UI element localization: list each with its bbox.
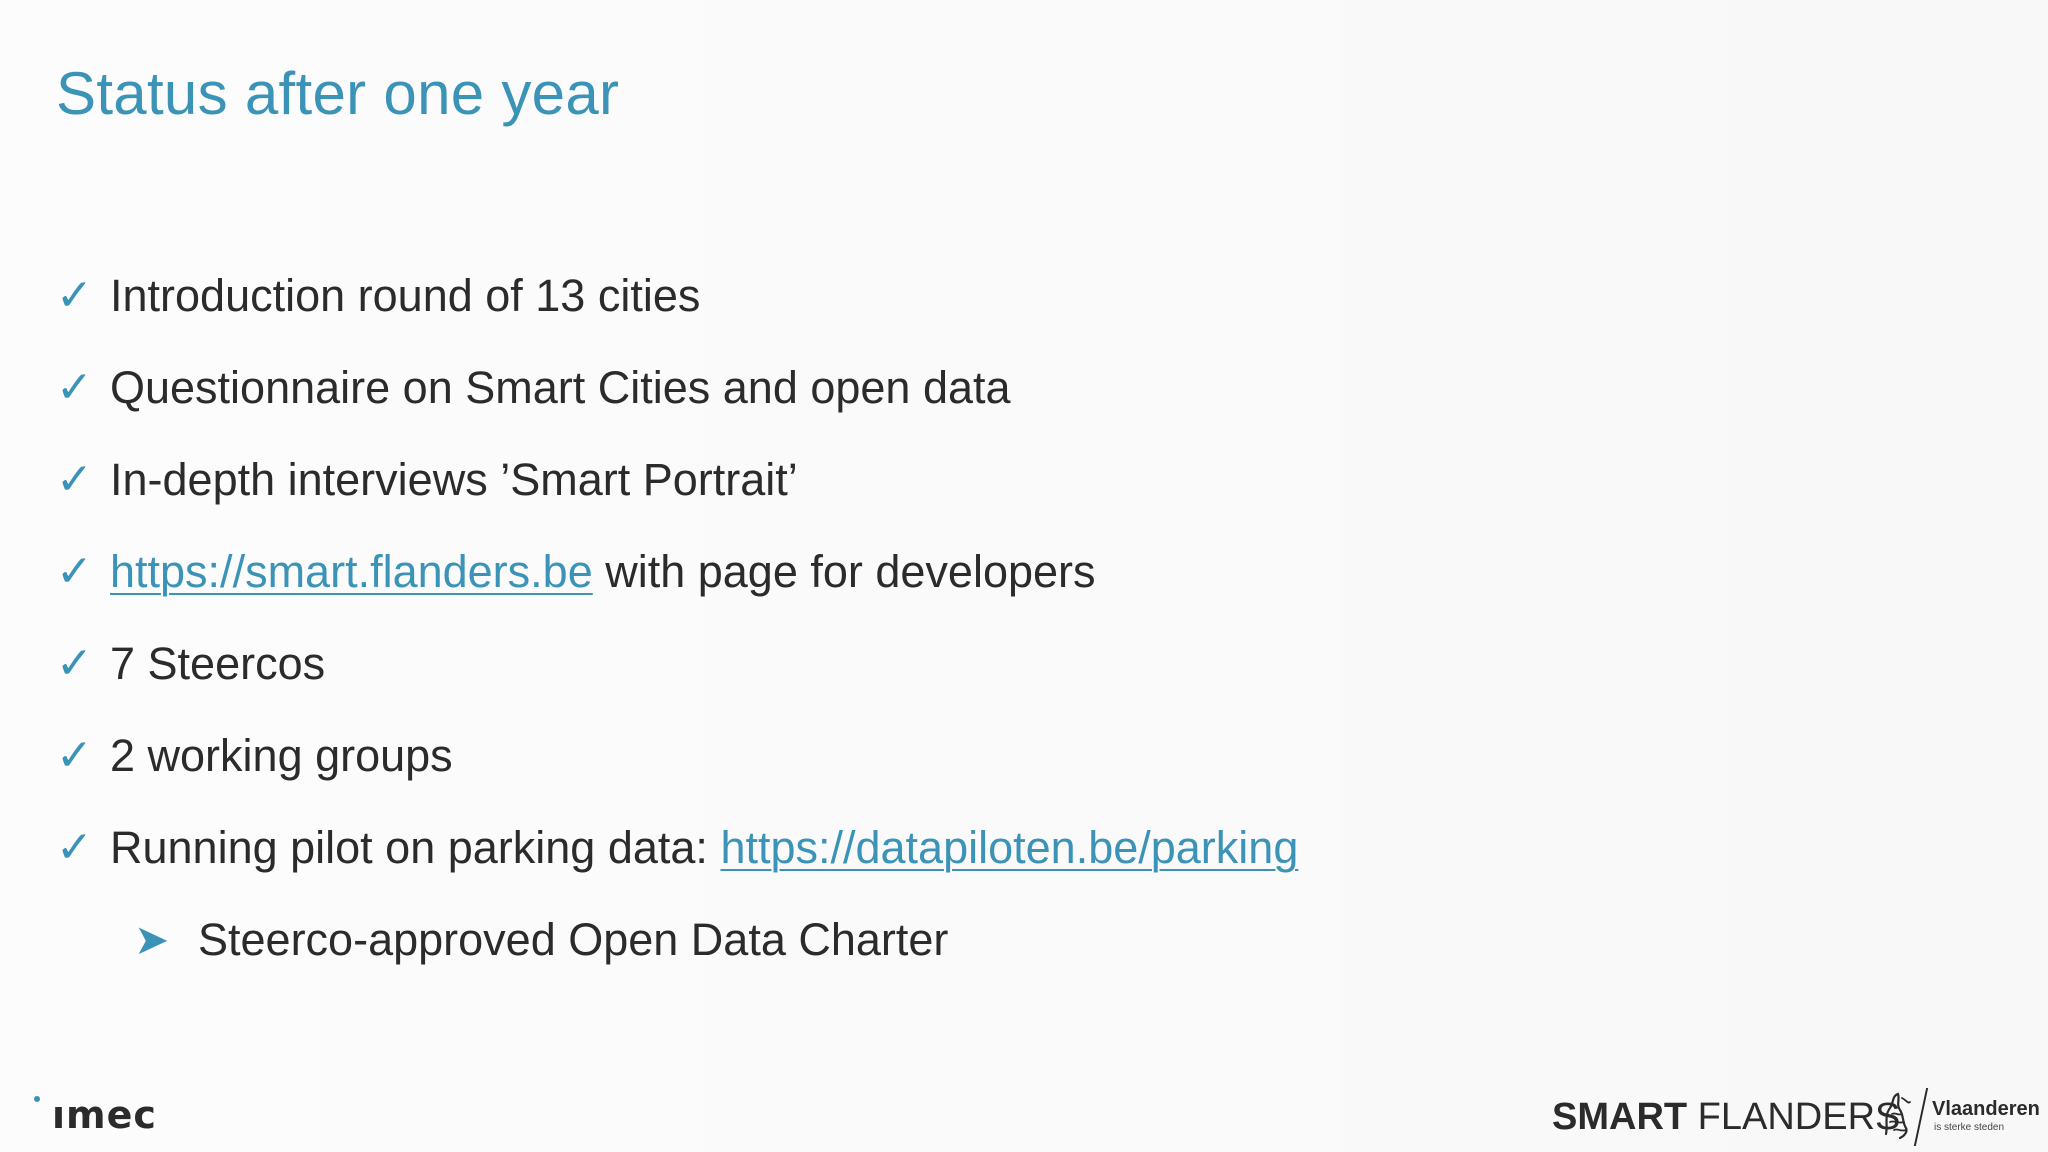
sub-bullet-text: Steerco-approved Open Data Charter [198,914,949,965]
bullet-text: with page for developers [592,546,1096,597]
bullet-item [56,434,1298,526]
smart-flanders-logo [1552,1092,1900,1142]
checkmark-icon: ✓ [56,270,93,321]
bullet-text: Running pilot on parking data: [110,822,721,873]
bullet-text: Questionnaire on Smart Cities and open data [110,362,1011,413]
slide-title: Status after one year [56,60,620,127]
checkmark-icon: ✓ [56,454,93,505]
flemish-lion-icon [1880,1090,1916,1142]
smart-flanders-logo-bold: SMART [1552,1096,1688,1138]
datapiloten-parking-link[interactable]: https://datapiloten.be/parking [720,822,1299,873]
vlaanderen-tagline: is sterke steden [1934,1122,2005,1133]
sub-bullet-item [56,894,1298,986]
imec-dot-icon [34,1096,40,1102]
bullet-list [56,250,1298,986]
imec-logo-text: ımec [52,1093,157,1137]
arrow-bullet-icon: ➤ [134,915,170,964]
vlaanderen-logo [1880,1088,2040,1146]
bullet-text: Introduction round of 13 cities [110,270,701,321]
bullet-text: In-depth interviews ’Smart Portrait’ [110,454,798,505]
bullet-item [56,802,1298,894]
imec-logo [34,1090,157,1140]
bullet-item [56,526,1298,618]
checkmark-icon: ✓ [56,822,93,873]
bullet-item [56,250,1298,342]
bullet-item [56,618,1298,710]
checkmark-icon: ✓ [56,638,93,689]
bullet-item [56,710,1298,802]
bullet-text: 7 Steercos [110,638,326,689]
smart-flanders-link[interactable]: https://smart.flanders.be [110,546,593,597]
checkmark-icon: ✓ [56,546,93,597]
bullet-text: 2 working groups [110,730,453,781]
smart-flanders-logo-rest: FLANDERS [1687,1096,1901,1138]
checkmark-icon: ✓ [56,730,93,781]
bullet-item [56,342,1298,434]
checkmark-icon: ✓ [56,362,93,413]
vlaanderen-name: Vlaanderen [1932,1098,2040,1120]
